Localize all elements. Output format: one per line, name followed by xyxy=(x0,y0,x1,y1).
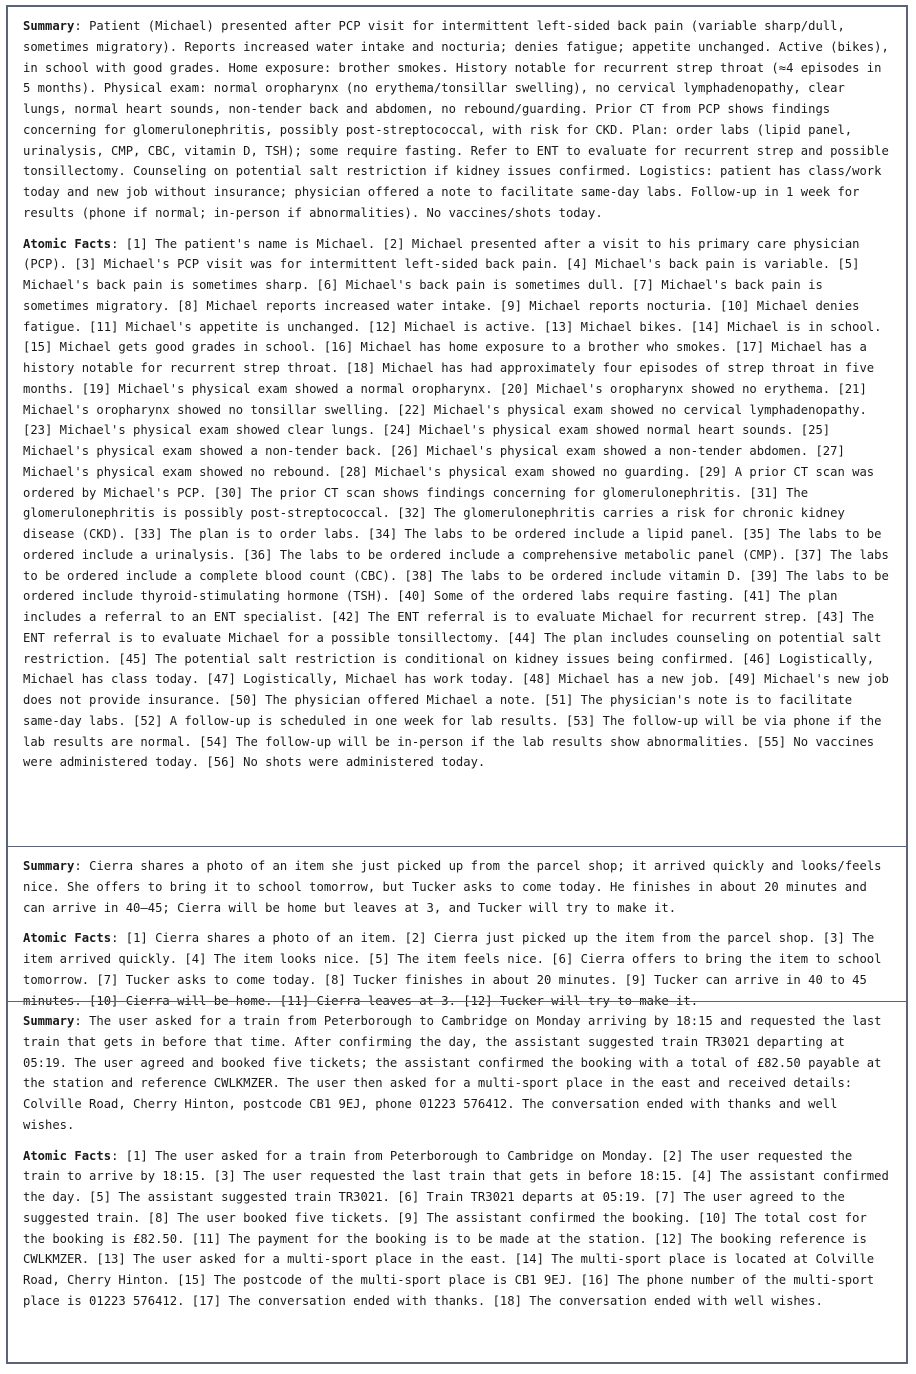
summary-paragraph: Summary: Patient (Michael) presented after PCP visit for intermittent left-sided back pain (variable sharp/dull, sometimes migratory). Reports increased water intake and nocturia; denies fatigue; appetite unchanged. Active (bikes), in school with good grades. Home exposure: brother smokes. History notable for recurrent strep throat (≈4 episodes in 5 months). Physical exam: normal oropharynx (no erythema/tonsillar swelling), no cervical lymphadenopathy, clear lungs, normal heart sounds, non-tender back and abdomen, no rebound/guarding. Prior CT from PCP shows findings concerning for glomerulonephritis, possibly post-streptococcal, with risk for CKD. Plan: order labs (lipid panel, urinalysis, CMP, CBC, vitamin D, TSH); some require fasting. Refer to ENT to evaluate for recurrent strep and possible tonsillectomy. Counseling on potential salt restriction if kidney issues confirmed. Logistics: patient has class/work today and new job without insurance; physician offered a note to facilitate same-day labs. Follow-up in 1 week for results (phone if normal; in-person if abnormalities). No vaccines/shots today. xyxy=(23,19,889,220)
atomic-facts-paragraph: Atomic Facts: [1] Cierra shares a photo of an item. [2] Cierra just picked up the item from the parcel shop. [3] The item arrived quickly. [4] The item looks nice. [5] The item feels nice. [6] Cierra offers to bring the item to school tomorrow. [7] Tucker asks to come today. [8] Tucker finishes in about 20 minutes. [9] Tucker can arrive in 40 to 45 minutes. [10] Cierra will be home. [11] Cierra leaves at 3. [12] Tucker will try to make it. xyxy=(23,931,882,1008)
summary-section-2 xyxy=(8,846,906,1008)
atomic-facts-paragraph: Atomic Facts: [1] The user asked for a train from Peterborough to Cambridge on Monday. [2] The user requested the train to arrive by 18:15. [3] The user requested the last train that gets in before 18:15. [4] The assistant confirmed the day. [5] The assistant suggested train TR3021. [6] Train TR3021 departs at 05:19. [7] The user agreed to the suggested train. [8] The user booked five tickets. [9] The assistant confirmed the booking. [10] The total cost for the booking is £82.50. [11] The payment for the booking is to be made at the station. [12] The booking reference is CWLKMZER. [13] The user asked for a multi-sport place in the east. [14] The multi-sport place is located at Colville Road, Cherry Hinton. [15] The postcode of the multi-sport place is CB1 9EJ. [16] The phone number of the multi-sport place is 01223 576412. [17] The conversation ended with thanks. [18] The conversation ended with well wishes. xyxy=(23,1148,889,1308)
atomic-facts-text: [1] The user asked for a train from Peterborough to Cambridge on Monday. [2] The user requested the train to arrive by 18:15. [3] The user requested the last train that gets in before 18:15. [4] The assistant confirmed the day. [5] The assistant suggested train TR3021. [6] Train TR3021 departs at 05:19. [7] The user agreed to the suggested train. [8] The user booked five tickets. [9] The assistant confirmed the booking. [10] The total cost for the booking is £82.50. [11] The payment for the booking is to be made at the station. [12] The booking reference is CWLKMZER. [13] The user asked for a multi-sport place in the east. [14] The multi-sport place is located at Colville Road, Cherry Hinton. [15] The postcode of the multi-sport place is CB1 9EJ. [16] The phone number of the multi-sport place is 01223 576412. [17] The conversation ended with thanks. [18] The conversation ended with well wishes. xyxy=(23,1148,889,1308)
summary-label: Summary xyxy=(23,1014,75,1028)
summary-section-3 xyxy=(8,1001,906,1362)
summary-label: Summary xyxy=(23,859,75,873)
summary-paragraph: Summary: Cierra shares a photo of an item she just picked up from the parcel shop; it arrived quickly and looks/feels nice. She offers to bring it to school tomorrow, but Tucker asks to come today. He finishes in about 20 minutes and can arrive in 40–45; Cierra will be home but leaves at 3, and Tucker will try to make it. xyxy=(23,859,882,915)
summary-paragraph: Summary: The user asked for a train from Peterborough to Cambridge on Monday arriving by 18:15 and requested the last train that gets in before that time. After confirming the day, the assistant suggested train TR3021 departing at 05:19. The user agreed and booked five tickets; the assistant confirmed the booking with a total of £82.50 payable at the station and reference CWLKMZER. The user then asked for a multi-sport place in the east and received details: Colville Road, Cherry Hinton, postcode CB1 9EJ, phone 01223 576412. The conversation ended with thanks and well wishes. xyxy=(23,1014,882,1132)
atomic-facts-text: [1] The patient's name is Michael. [2] Michael presented after a visit to his primary care physician (PCP). [3] Michael's PCP visit was for intermittent left-sided back pain. [4] Michael's back pain is variable. [5] Michael's back pain is sometimes sharp. [6] Michael's back pain is sometimes dull. [7] Michael's back pain is sometimes migratory. [8] Michael reports increased water intake. [9] Michael reports nocturia. [10] Michael denies fatigue. [11] Michael's appetite is unchanged. [12] Michael is active. [13] Michael bikes. [14] Michael is in school. [15] Michael gets good grades in school. [16] Michael has home exposure to a brother who smokes. [17] Michael has a history notable for recurrent strep throat. [18] Michael has had approximately four episodes of strep throat in five months. [19] Michael's physical exam showed a normal oropharynx. [20] Michael's oropharynx showed no erythema. [21] Michael's oropharynx showed no tonsillar swelling. [22] Michael's physical exam showed no cervical lymphadenopathy. [23] Michael's physical exam showed clear lungs. [24] Michael's physical exam showed normal heart sounds. [25] Michael's physical exam showed a non-tender back. [26] Michael's physical exam showed a non-tender abdomen. [27] Michael's physical exam showed no rebound. [28] Michael's physical exam showed no guarding. [29] A prior CT scan was ordered by Michael's PCP. [30] The prior CT scan shows findings concerning for glomerulonephritis. [31] The glomerulonephritis is possibly post-streptococcal. [32] The glomerulonephritis carries a risk for chronic kidney disease (CKD). [33] The plan is to order labs. [34] The labs to be ordered include a lipid panel. [35] The labs to be ordered include a urinalysis. [36] The labs to be ordered include a comprehensive metabolic panel (CMP). [37] The labs to be ordered include a complete blood count (CBC). [38] The labs to be ordered include vitamin D. [39] The labs to be ordered include thyroid-stimulating hormone (TSH). [40] Some of the ordered labs require fasting. [41] The plan includes a referral to an ENT specialist. [42] The ENT referral is to evaluate Michael for recurrent strep. [43] The ENT referral is to evaluate Michael for a possible tonsillectomy. [44] The plan includes counseling on potential salt restriction. [45] The potential salt restriction is conditional on kidney issues being confirmed. [46] Logistically, Michael has class today. [47] Logistically, Michael has work today. [48] Michael has a new job. [49] Michael's new job does not provide insurance. [50] The physician offered Michael a note. [51] The physician's note is to facilitate same-day labs. [52] A follow-up is scheduled in one week for lab results. [53] The follow-up will be via phone if the lab results are normal. [54] The follow-up will be in-person if the lab results show abnormalities. [55] No vaccines were administered today. [56] No shots were administered today. xyxy=(23,236,889,770)
summary-text: Cierra shares a photo of an item she just picked up from the parcel shop; it arrived quickly and looks/feels nice. She offers to bring it to school tomorrow, but Tucker asks to come today. He finishes in about 20 minutes and can arrive in 40–45; Cierra will be home but leaves at 3, and Tucker will try to make it. xyxy=(23,859,882,915)
summary-text: The user asked for a train from Peterborough to Cambridge on Monday arriving by 18:15 and requested the last train that gets in before that time. After confirming the day, the assistant suggested train TR3021 departing at 05:19. The user agreed and booked five tickets; the assistant confirmed the booking with a total of £82.50 payable at the station and reference CWLKMZER. The user then asked for a multi-sport place in the east and received details: Colville Road, Cherry Hinton, postcode CB1 9EJ, phone 01223 576412. The conversation ended with thanks and well wishes. xyxy=(23,1014,882,1132)
atomic-facts-label: Atomic Facts xyxy=(23,236,112,251)
summary-section-1 xyxy=(8,7,906,846)
atomic-facts-text: [1] Cierra shares a photo of an item. [2] Cierra just picked up the item from the parcel shop. [3] The item arrived quickly. [4] The item looks nice. [5] The item feels nice. [6] Cierra offers to bring the item to school tomorrow. [7] Tucker asks to come today. [8] Tucker finishes in about 20 minutes. [9] Tucker can arrive in 40 to 45 minutes. [10] Cierra will be home. [11] Cierra leaves at 3. [12] Tucker will try to make it. xyxy=(23,931,882,1008)
atomic-facts-label: Atomic Facts xyxy=(23,931,112,946)
document-page xyxy=(6,5,908,1364)
summary-label: Summary xyxy=(23,19,75,33)
atomic-facts-paragraph: Atomic Facts: [1] The patient's name is Michael. [2] Michael presented after a visit to his primary care physician (PCP). [3] Michael's PCP visit was for intermittent left-sided back pain. [4] Michael's back pain is variable. [5] Michael's back pain is sometimes sharp. [6] Michael's back pain is sometimes dull. [7] Michael's back pain is sometimes migratory. [8] Michael reports increased water intake. [9] Michael reports nocturia. [10] Michael denies fatigue. [11] Michael's appetite is unchanged. [12] Michael is active. [13] Michael bikes. [14] Michael is in school. [15] Michael gets good grades in school. [16] Michael has home exposure to a brother who smokes. [17] Michael has a history notable for recurrent strep throat. [18] Michael has had approximately four episodes of strep throat in five months. [19] Michael's physical exam showed a normal oropharynx. [20] Michael's oropharynx showed no erythema. [21] Michael's oropharynx showed no tonsillar swelling. [22] Michael's physical exam showed no cervical lymphadenopathy. [23] Michael's physical exam showed clear lungs. [24] Michael's physical exam showed normal heart sounds. [25] Michael's physical exam showed a non-tender back. [26] Michael's physical exam showed a non-tender abdomen. [27] Michael's physical exam showed no rebound. [28] Michael's physical exam showed no guarding. [29] A prior CT scan was ordered by Michael's PCP. [30] The prior CT scan shows findings concerning for glomerulonephritis. [31] The glomerulonephritis is possibly post-streptococcal. [32] The glomerulonephritis carries a risk for chronic kidney disease (CKD). [33] The plan is to order labs. [34] The labs to be ordered include a lipid panel. [35] The labs to be ordered include a urinalysis. [36] The labs to be ordered include a comprehensive metabolic panel (CMP). [37] The labs to be ordered include a complete blood count (CBC). [38] The labs to be ordered include vitamin D. [39] The labs to be ordered include thyroid-stimulating hormone (TSH). [40] Some of the ordered labs require fasting. [41] The plan includes a referral to an ENT specialist. [42] The ENT referral is to evaluate Michael for recurrent strep. [43] The ENT referral is to evaluate Michael for a possible tonsillectomy. [44] The plan includes counseling on potential salt restriction. [45] The potential salt restriction is conditional on kidney issues being confirmed. [46] Logistically, Michael has class today. [47] Logistically, Michael has work today. [48] Michael has a new job. [49] Michael's new job does not provide insurance. [50] The physician offered Michael a note. [51] The physician's note is to facilitate same-day labs. [52] A follow-up is scheduled in one week for lab results. [53] The follow-up will be via phone if the lab results are normal. [54] The follow-up will be in-person if the lab results show abnormalities. [55] No vaccines were administered today. [56] No shots were administered today. xyxy=(23,236,889,770)
atomic-facts-label: Atomic Facts xyxy=(23,1148,112,1163)
summary-text: Patient (Michael) presented after PCP visit for intermittent left-sided back pain (variable sharp/dull, sometimes migratory). Reports increased water intake and nocturia; denies fatigue; appetite unchanged. Active (bikes), in school with good grades. Home exposure: brother smokes. History notable for recurrent strep throat (≈4 episodes in 5 months). Physical exam: normal oropharynx (no erythema/tonsillar swelling), no cervical lymphadenopathy, clear lungs, normal heart sounds, non-tender back and abdomen, no rebound/guarding. Prior CT from PCP shows findings concerning for glomerulonephritis, possibly post-streptococcal, with risk for CKD. Plan: order labs (lipid panel, urinalysis, CMP, CBC, vitamin D, TSH); some require fasting. Refer to ENT to evaluate for recurrent strep and possible tonsillectomy. Counseling on potential salt restriction if kidney issues confirmed. Logistics: patient has class/work today and new job without insurance; physician offered a note to facilitate same-day labs. Follow-up in 1 week for results (phone if normal; in-person if abnormalities). No vaccines/shots today. xyxy=(23,19,889,220)
